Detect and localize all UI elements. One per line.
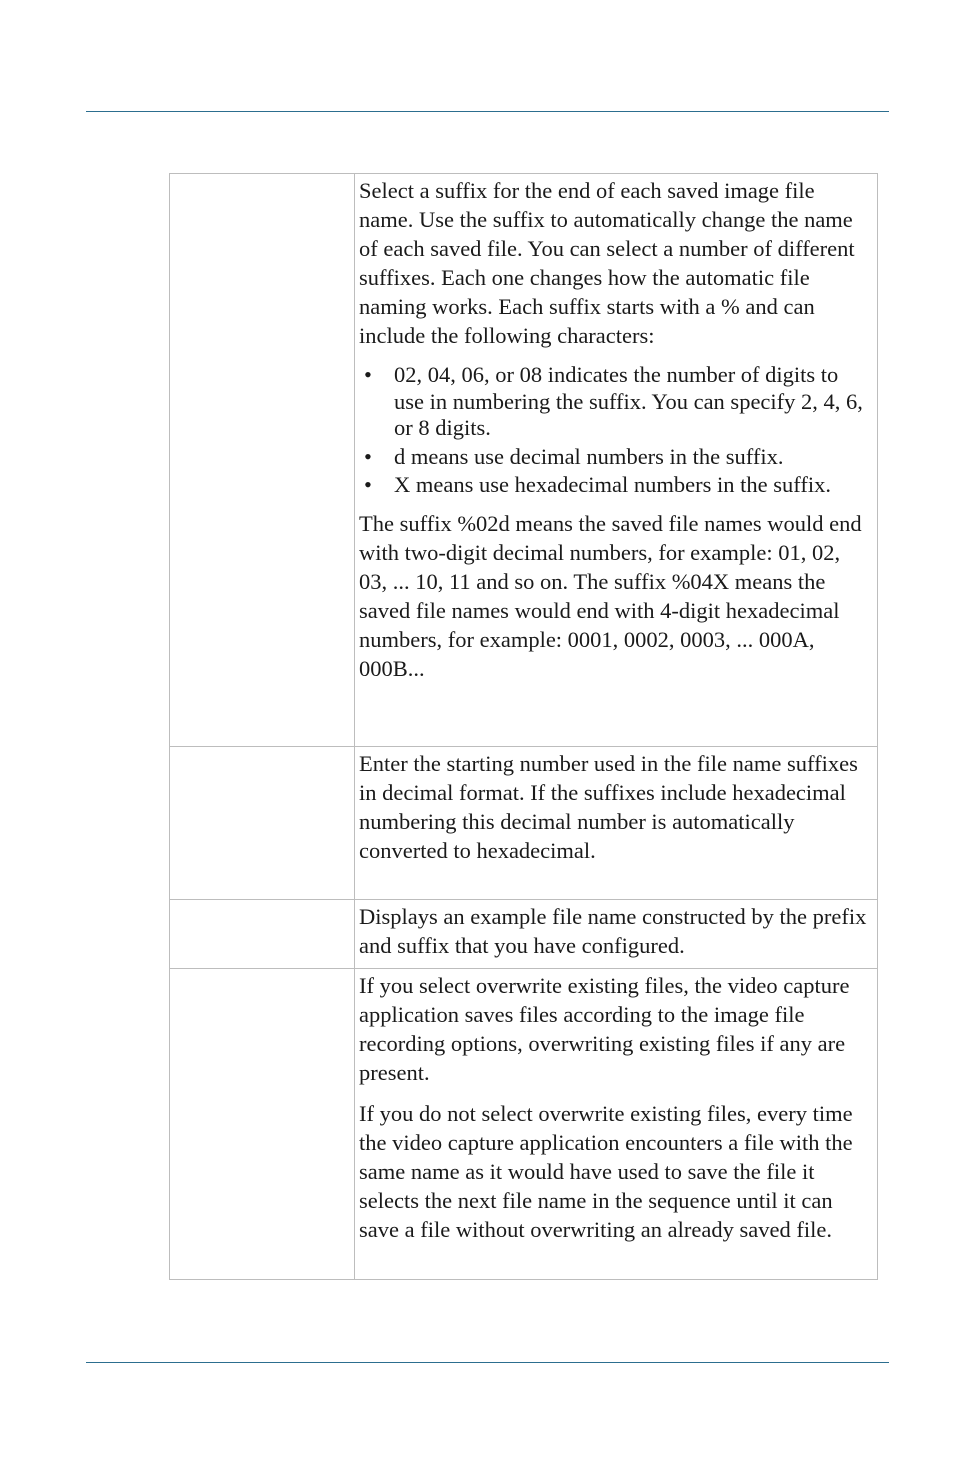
table-row-overwrite bbox=[170, 969, 878, 1280]
list-item-text: d means use decimal numbers in the suffix. bbox=[394, 443, 784, 469]
row-description bbox=[355, 747, 878, 900]
table-row-suffix bbox=[170, 174, 878, 747]
table-row-start-number bbox=[170, 747, 878, 900]
suffix-intro-paragraph: Select a suffix for the end of each saved image file name. Use the suffix to automatically change the name of each saved file. You can select a number of different suffixes. Each one changes how the automatic file naming works. Each suffix starts with a % and can include the following characters: bbox=[359, 178, 855, 348]
bullet-icon: • bbox=[364, 443, 372, 469]
table-row-example bbox=[170, 900, 878, 969]
no-overwrite-paragraph: If you do not select overwrite existing files, every time the video capture application encounters a file with the same name as it would have used to save the file it selects the next file name in the sequence until it can save a file without overwriting an already saved file. bbox=[359, 1101, 853, 1242]
suffix-character-list bbox=[359, 362, 873, 499]
options-table bbox=[169, 173, 878, 1280]
list-item bbox=[359, 362, 873, 442]
row-label bbox=[170, 174, 355, 747]
list-item-text: X means use hexadecimal numbers in the suffix. bbox=[394, 472, 831, 497]
row-label bbox=[170, 969, 355, 1280]
row-label bbox=[170, 747, 355, 900]
footer-rule bbox=[86, 1362, 889, 1363]
list-item bbox=[359, 444, 873, 471]
row-description bbox=[355, 174, 878, 747]
bullet-icon: • bbox=[364, 362, 372, 387]
list-item-text: 02, 04, 06, or 08 indicates the number of digits to use in numbering the suffix. You can specify 2, 4, 6, or 8 digits. bbox=[394, 362, 863, 440]
bullet-icon: • bbox=[364, 472, 372, 497]
suffix-example-paragraph: The suffix %02d means the saved file names would end with two-digit decimal numbers, for example: 01, 02, 03, ... 10, 11 and so on. The suffix %04X means the saved file names would end with 4-digit hexadecimal numbers, for example: 0001, 0002, 0003, ... 000A, 000B... bbox=[359, 510, 862, 681]
example-paragraph: Displays an example file name constructed by the prefix and suffix that you have configured. bbox=[359, 904, 867, 958]
overwrite-paragraph: If you select overwrite existing files, the video capture application saves files according to the image file recording options, overwriting existing files if any are present. bbox=[359, 973, 850, 1085]
row-description bbox=[355, 969, 878, 1280]
list-item bbox=[359, 472, 873, 499]
header-rule bbox=[86, 111, 889, 112]
row-description bbox=[355, 900, 878, 969]
start-number-paragraph: Enter the starting number used in the file name suffixes in decimal format. If the suffixes include hexadecimal numbering this decimal number is automatically converted to hexadecimal. bbox=[359, 751, 858, 863]
row-label bbox=[170, 900, 355, 969]
